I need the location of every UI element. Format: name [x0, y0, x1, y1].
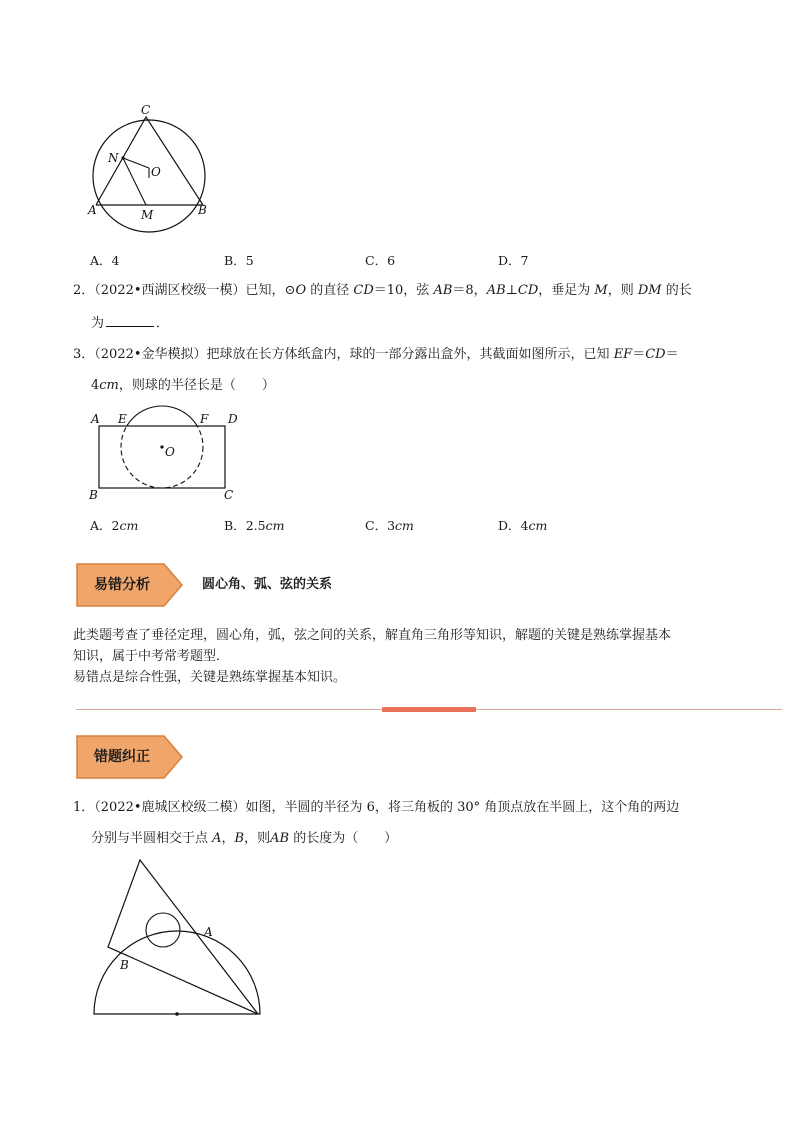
banner-title: 圆心角、弧、弦的关系 [202, 577, 333, 592]
section-banner-correction [76, 735, 196, 779]
label-o: O [165, 445, 175, 459]
choice-c[interactable]: C．6 [365, 253, 396, 268]
question-2-line2: 为 ． [91, 316, 170, 331]
figure-circle-triangle [86, 100, 216, 235]
correction-question-1-line2: 分别与半圆相交于点 A，B，则AB 的长度为（ ） [91, 831, 398, 846]
label-n: N [108, 151, 119, 165]
box-outline [99, 426, 225, 488]
label-a: A [204, 925, 213, 939]
question-2-line1: 2．（2022•西湖区校级一模）已知，⊙O 的直径 CD＝10，弦 AB＝8，AB⊥CD，垂足为 M，则 DM 的长 [73, 283, 692, 298]
label-o: O [151, 165, 161, 179]
section-banner-error-analysis [76, 563, 376, 607]
point-n [121, 156, 124, 159]
set-square-hole [146, 913, 180, 947]
q1-choices [90, 251, 650, 269]
analysis-line-2: 知识，属于中考常考题型． [73, 649, 230, 664]
analysis-paragraph [73, 625, 733, 688]
section-divider-accent [382, 707, 476, 712]
question-3-line2: 4cm，则球的半径长是（ ） [91, 378, 275, 393]
banner-tag-label: 错题纠正 [94, 749, 150, 765]
question-3-line1: 3．（2022•金华模拟）把球放在长方体纸盒内，球的一部分露出盒外，其截面如图所示，已知 EF＝CD＝ [73, 347, 679, 362]
label-c: C [141, 103, 151, 117]
label-d: D [228, 412, 238, 426]
q3-choices [90, 516, 650, 534]
choice-b[interactable]: B．2.5cm [224, 518, 285, 533]
choice-b[interactable]: B．5 [224, 253, 254, 268]
analysis-line-3: 易错点是综合性强，关键是熟练掌握基本知识。 [73, 670, 347, 685]
choice-d[interactable]: D．4cm [498, 518, 548, 533]
label-m: M [141, 208, 154, 222]
point-o [160, 445, 163, 448]
banner-tag-label: 易错分析 [94, 577, 150, 593]
choice-c[interactable]: C．3cm [365, 518, 414, 533]
answer-blank[interactable] [106, 314, 154, 327]
choice-a[interactable]: A．2cm [90, 518, 139, 533]
label-e: E [118, 412, 127, 426]
analysis-line-1: 此类题考查了垂径定理，圆心角，弧，弦之间的关系，解直角三角形等知识，解题的关键是熟练掌握基本 [73, 628, 672, 643]
label-f: F [200, 412, 209, 426]
choice-a[interactable]: A．4 [90, 253, 120, 268]
figure-box-ball [86, 404, 246, 504]
correction-question-1-line1: 1．（2022•鹿城区校级二模）如图，半圆的半径为 6，将三角板的 30° 角顶点放在半圆上，这个角的两边 [73, 800, 680, 815]
figure-semicircle-set-square [88, 852, 268, 1024]
label-a: A [88, 203, 97, 217]
label-b: B [198, 203, 207, 217]
center-point [175, 1012, 179, 1016]
label-b: B [120, 958, 129, 972]
label-c: C [224, 488, 234, 502]
label-b: B [89, 488, 98, 502]
choice-d[interactable]: D．7 [498, 253, 529, 268]
semicircle-outline [94, 931, 260, 1014]
set-square-outline [108, 860, 258, 1014]
label-a: A [91, 412, 100, 426]
